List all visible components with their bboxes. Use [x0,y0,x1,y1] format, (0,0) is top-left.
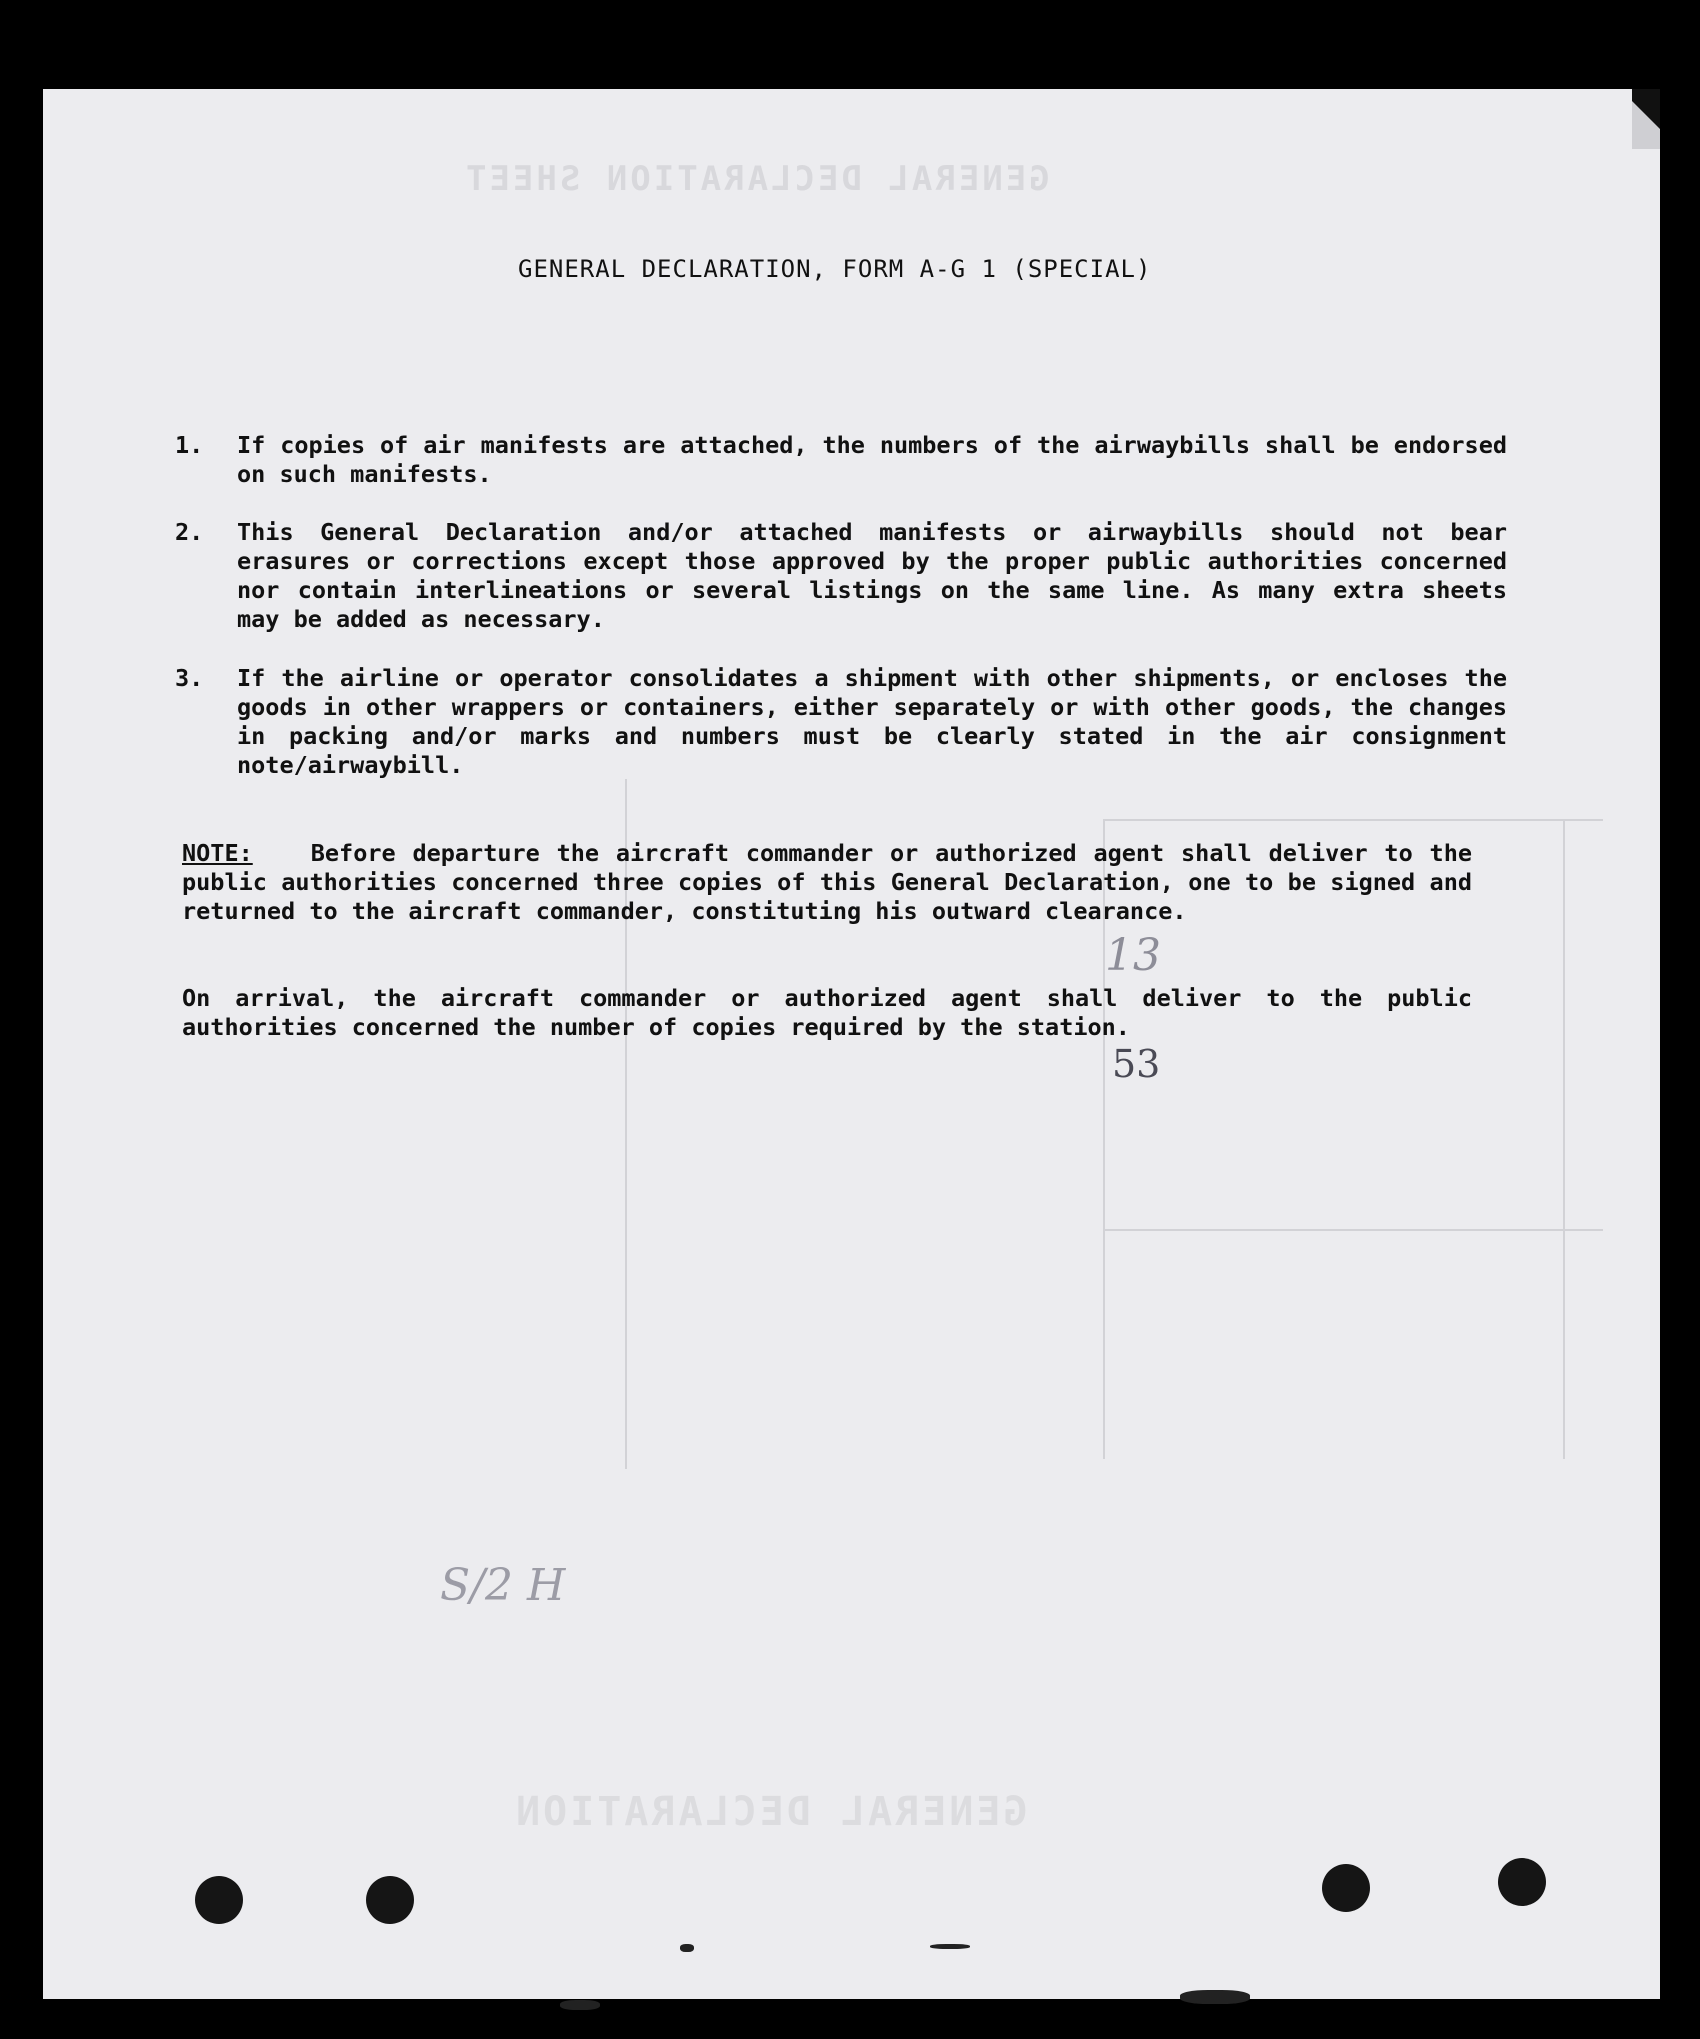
item-text: If the airline or operator consolidates a shipment with other shipments, or encloses the goods in other wrappers or containers, either separately or with other goods, the changes in packing and/or marks and numbers must be clearly stated in the air consignment note/airwaybill. [237,664,1507,779]
punch-hole [195,1876,243,1924]
handwritten-mark: S/2 H [440,1560,566,1611]
note-label: NOTE: [182,839,253,867]
document-title: GENERAL DECLARATION, FORM A-G 1 (SPECIAL) [518,255,1152,283]
bleed-through-heading: GENERAL DECLARATION SHEET [463,159,1050,199]
bleed-through-heading-2: GENERAL DECLARATION [513,1789,1028,1835]
page-corner-fold [1632,89,1660,149]
paper-speck [1180,1990,1250,2004]
item-number: 1. [175,431,204,459]
note-paragraph [182,839,1472,926]
note-text: Before departure the aircraft commander or authorized agent shall deliver to the public authorities concerned three copies of this General Declaration, one to be signed and returned to the aircraft commander, constituting his outward clearance. [182,839,1472,925]
handwritten-mark: 53 [1112,1042,1161,1086]
bleed-through-rule [1563,819,1565,1459]
handwritten-mark: 13 [1105,930,1161,981]
paper-speck [560,2000,600,2010]
item-text: This General Declaration and/or attached manifests or airwaybills should not bear erasures or corrections except those approved by the proper public authorities concerned nor contain interlineations or several listings on the same line. As many extra sheets may be added as necessary. [237,518,1507,633]
paper-speck [680,1944,694,1952]
punch-hole [1498,1858,1546,1906]
punch-hole [366,1876,414,1924]
bleed-through-rule [1103,819,1603,821]
arrival-paragraph: On arrival, the aircraft commander or authorized agent shall deliver to the public authorities concerned the number of copies required by the station. [182,984,1472,1041]
item-number: 2. [175,518,204,546]
item-number: 3. [175,664,204,692]
item-text: If copies of air manifests are attached, the numbers of the airwaybills shall be endorsed on such manifests. [237,431,1507,488]
punch-hole [1322,1864,1370,1912]
document-sheet [43,89,1660,1999]
bleed-through-rule [1103,1229,1603,1231]
paper-speck [930,1944,970,1949]
